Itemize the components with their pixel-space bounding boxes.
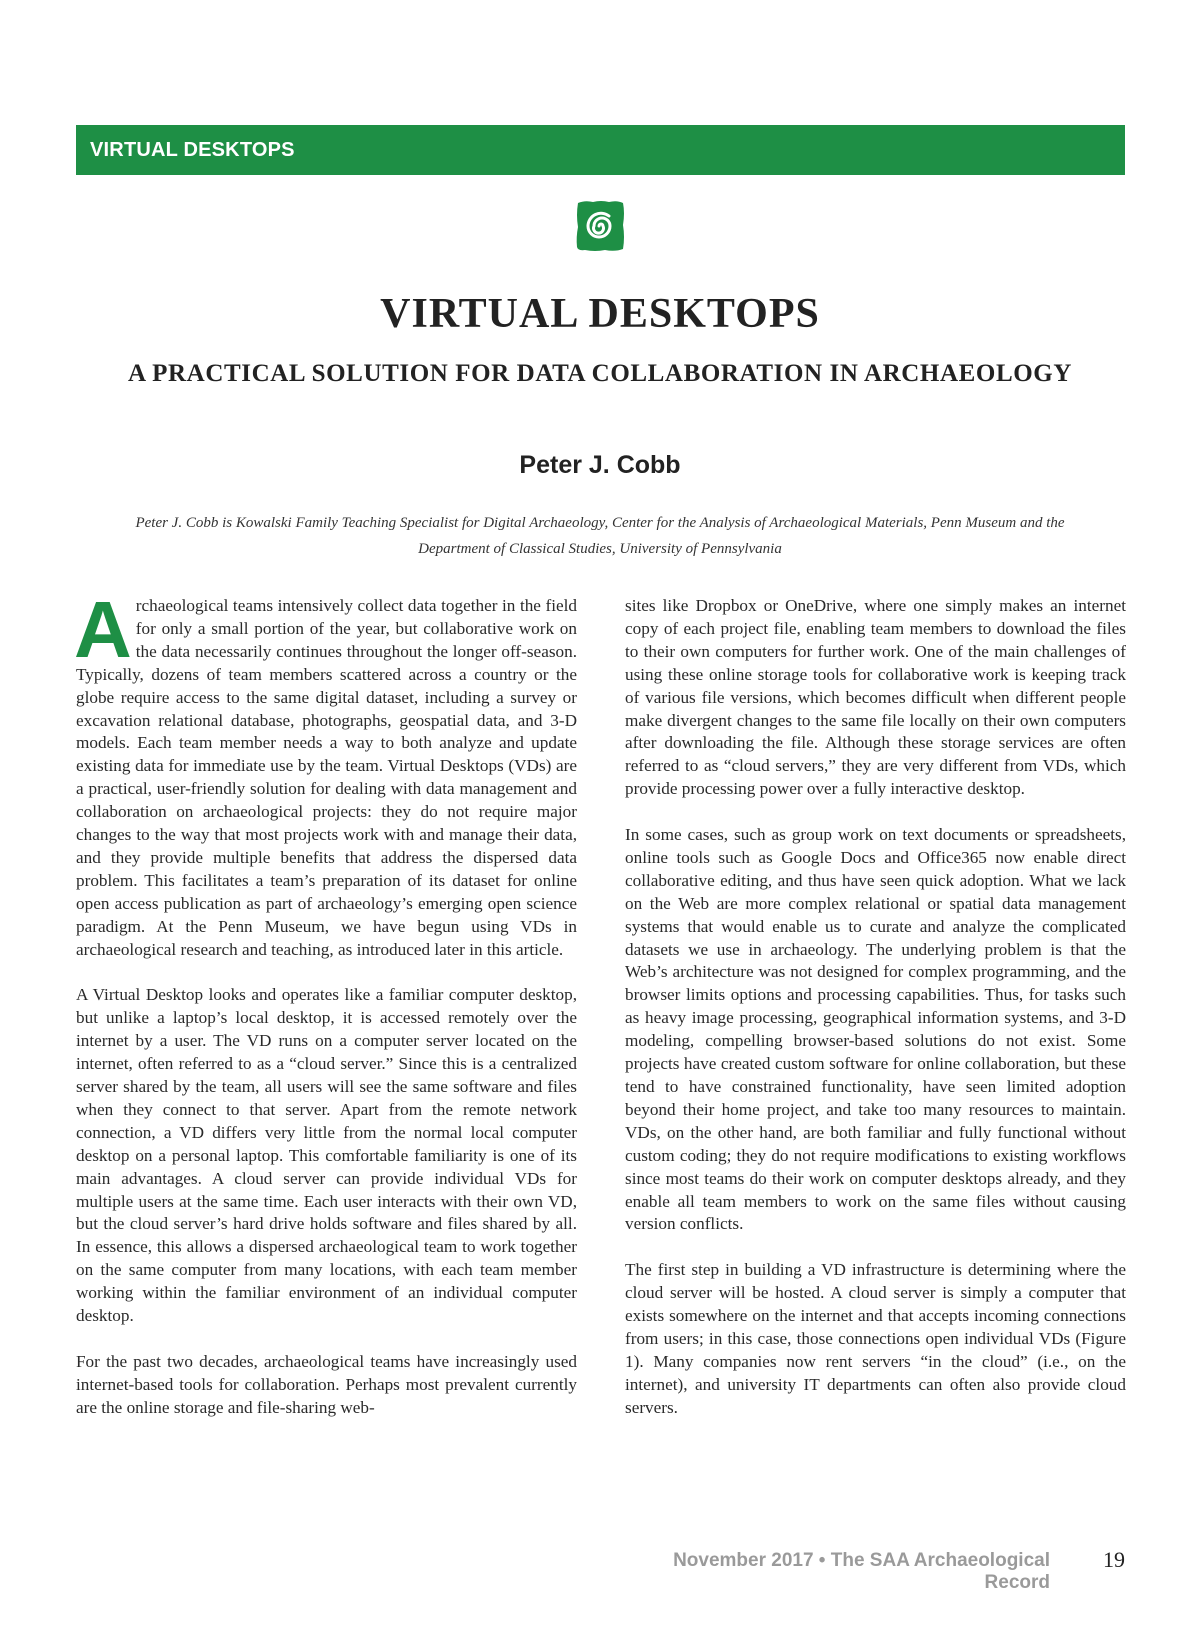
article-title: VIRTUAL DESKTOPS [380, 291, 820, 337]
section-label: VIRTUAL DESKTOPS [90, 139, 295, 161]
paragraph: A Virtual Desktop looks and operates like a familiar computer desktop, but unlike a laptop’s local desktop, it is accessed remotely over the internet by a user. The VD runs on a computer server located on the internet, often referred to as a “cloud server.” Since this is a centralized server shared by the team, all users will see the same software and files when they connect to that server. Apart from the remote network connection, a VD differs very little from the normal local computer desktop on a personal laptop. This comfortable familiarity is one of its main advantages. A cloud server can provide individual VDs for multiple users at the same time. Each user interacts with their own VD, but the cloud server’s hard drive holds software and files shared by all. In essence, this allows a dispersed archaeological team to work together on the same computer from many locations, with each team member working within the familiar environment of an individual computer desktop. [76, 985, 577, 1326]
page-number: 19 [1103, 1547, 1125, 1572]
paragraph: In some cases, such as group work on text documents or spreadsheets, online tools such as Google Docs and Office365 now enable direct collaborative editing, and thus have seen quick adoption. What we lack on the Web are more complex relational or spatial data management systems that would enable us to curate and analyze the complicated datasets we use in archaeology. The underlying problem is that the Web’s architecture was not designed for complex programming, and the browser limits options and processing capabilities. Thus, for tasks such as heavy image processing, geographical information systems, and 3-D modeling, compelling browser-based solutions do not exist. Some projects have created custom software for online collaboration, but these tend to have constrained functionality, have seen limited adoption beyond their home project, and take too many resources to maintain. VDs, on the other hand, are both familiar and fully functional without custom coding; they do not require modifications to existing workflows since most teams do their work on computer desktops already, and they enable all team members to work on the same files without causing version conflicts. [625, 825, 1126, 1234]
paragraph: sites like Dropbox or OneDrive, where one simply makes an internet copy of each project file, enabling team members to download the files to their own computers for further work. One of the main challenges of using these online storage tools for collaborative work is keeping track of various file versions, which becomes difficult when different people make divergent changes to the same file locally on their own computers after downloading the file. Although these storage services are often referred to as “cloud servers,” they are very different from VDs, which provide processing power over a fully interactive desktop. [625, 596, 1126, 799]
author-affiliation: Peter J. Cobb is Kowalski Family Teaching Specialist for Digital Archaeology, Center for the Analysis of Archaeological Materials, Penn Museum and the Department of Classical Studies, University of Pennsylvania [135, 515, 1065, 557]
right-column [625, 595, 1126, 1442]
article-subtitle: A PRACTICAL SOLUTION FOR DATA COLLABORATION IN ARCHAEOLOGY [128, 360, 1072, 387]
section-banner [76, 125, 1125, 175]
left-column [74, 585, 577, 1442]
running-footer: November 2017 • The SAA Archaeological Record [673, 1550, 1050, 1593]
paragraph: Archaeological teams intensively collect data together in the field for only a small portion of the year, but collaborative work on the data necessarily continues throughout the longer off-season. Typically, dozens of team members scattered across a country or the globe require access to the same digital dataset, including a survey or excavation relational database, photographs, geospatial data, and 3-D models. Each team member needs a way to both analyze and update existing data for immediate use by the team. Virtual Desktops (VDs) are a practical, user-friendly solution for dealing with data management and collaboration on archaeological projects: they do not require major changes to the way that most projects work with and manage their data, and they provide multiple benefits that address the dispersed data problem. This facilitates a team’s preparation of its dataset for online open access publication as part of archaeology’s emerging open science paradigm. At the Penn Museum, we have begun using VDs in archaeological research and teaching, as introduced later in this article. [74, 585, 577, 959]
drop-cap: A [74, 585, 132, 674]
paragraph: The first step in building a VD infrastructure is determining where the cloud server will be hosted. A cloud server is simply a computer that exists somewhere on the internet and that accepts incoming connections from users; in this case, those connections open individual VDs (Figure 1). Many companies now rent servers “in the cloud” (i.e., on the internet), and university IT departments can often also provide cloud servers. [625, 1260, 1126, 1417]
paragraph: For the past two decades, archaeological teams have increasingly used internet-based tools for collaboration. Perhaps most prevalent currently are the online storage and file-sharing web- [76, 1351, 577, 1417]
author-name: Peter J. Cobb [519, 451, 681, 479]
spiral-icon [575, 199, 626, 253]
